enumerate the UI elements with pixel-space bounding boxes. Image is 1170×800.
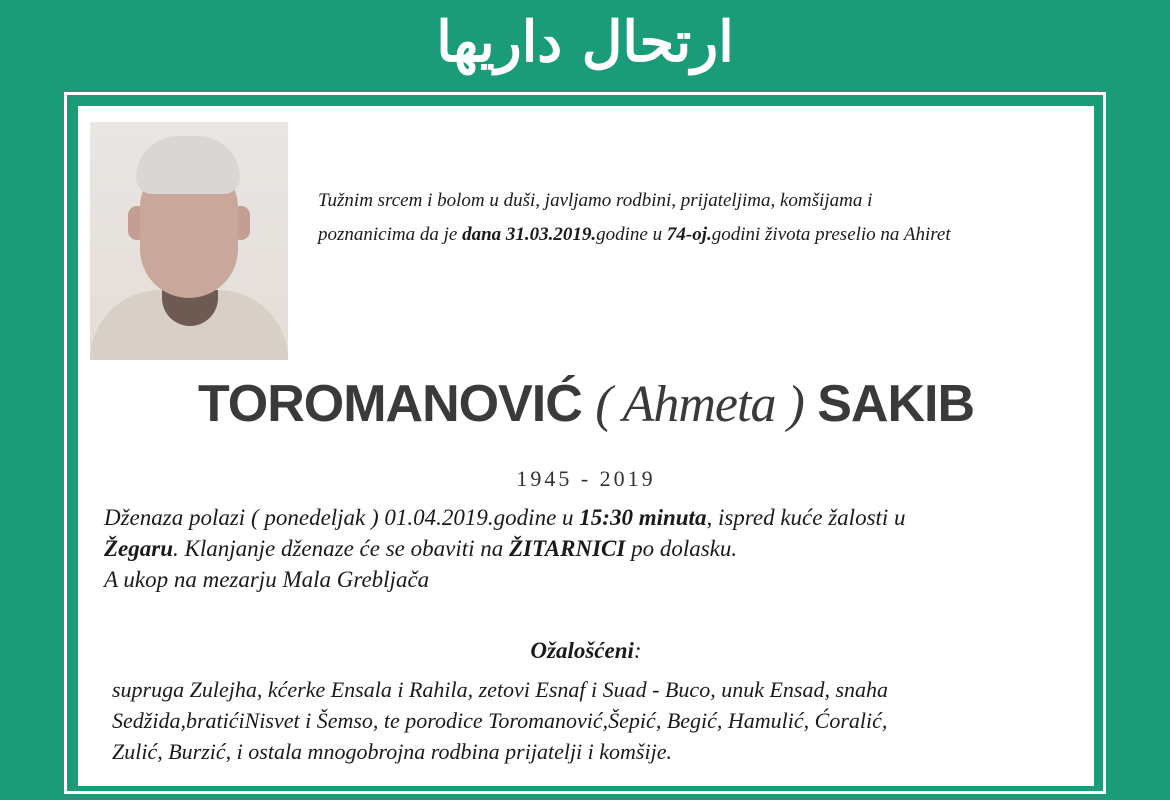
life-years: 1945 - 2019 xyxy=(516,466,656,491)
funeral-line-1: Dženaza polazi ( ponedeljak ) 01.04.2019.godine u 15:30 minuta, ispred kuće žalosti u xyxy=(104,505,906,530)
deceased-photo xyxy=(90,122,288,360)
announcement-line-2: poznanicima da je dana 31.03.2019.godine u 74-oj.godini života preselio na Ahiret xyxy=(318,224,951,245)
mourners-line-2: Sedžida,bratićiNisvet i Šemso, te porodice Toromanović,Šepić, Begić, Hamulić, Ćoralić, xyxy=(112,708,888,733)
funeral-line-2: Žegaru. Klanjanje dženaze će se obaviti na ŽITARNICI po dolasku. xyxy=(104,536,738,561)
father-name: ( Ahmeta ) xyxy=(595,376,804,433)
mourners-line-1: supruga Zulejha, kćerke Ensala i Rahila, zetovi Esnaf i Suad - Buco, unuk Ensad, snaha xyxy=(112,677,889,702)
obituary-paper xyxy=(78,106,1094,786)
first-name: SAKIB xyxy=(817,375,975,433)
prayer-location: ŽITARNICI xyxy=(509,536,626,561)
burial-line: A ukop na mezarju Mala Grebljača xyxy=(104,567,430,592)
funeral-time: 15:30 minuta xyxy=(579,505,707,530)
mourners-list xyxy=(112,674,1082,767)
funeral-place: Žegaru xyxy=(104,536,173,561)
mourners-heading: Ožalošćeni: xyxy=(530,638,642,663)
age: 74-oj. xyxy=(666,224,712,245)
deceased-name xyxy=(78,374,1094,434)
announcement-line-1: Tužnim srcem i bolom u duši, javljamo rodbini, prijateljima, komšijama i xyxy=(318,190,873,211)
surname: TOROMANOVIĆ xyxy=(197,375,582,433)
arabic-header-title: ارتحال داریها xyxy=(436,9,734,75)
funeral-details xyxy=(104,502,1084,595)
announcement-text xyxy=(318,184,1018,252)
death-date: dana 31.03.2019. xyxy=(462,224,597,245)
mourners-line-3: Zulić, Burzić, i ostala mnogobrojna rodbina prijatelji i komšije. xyxy=(112,739,672,764)
